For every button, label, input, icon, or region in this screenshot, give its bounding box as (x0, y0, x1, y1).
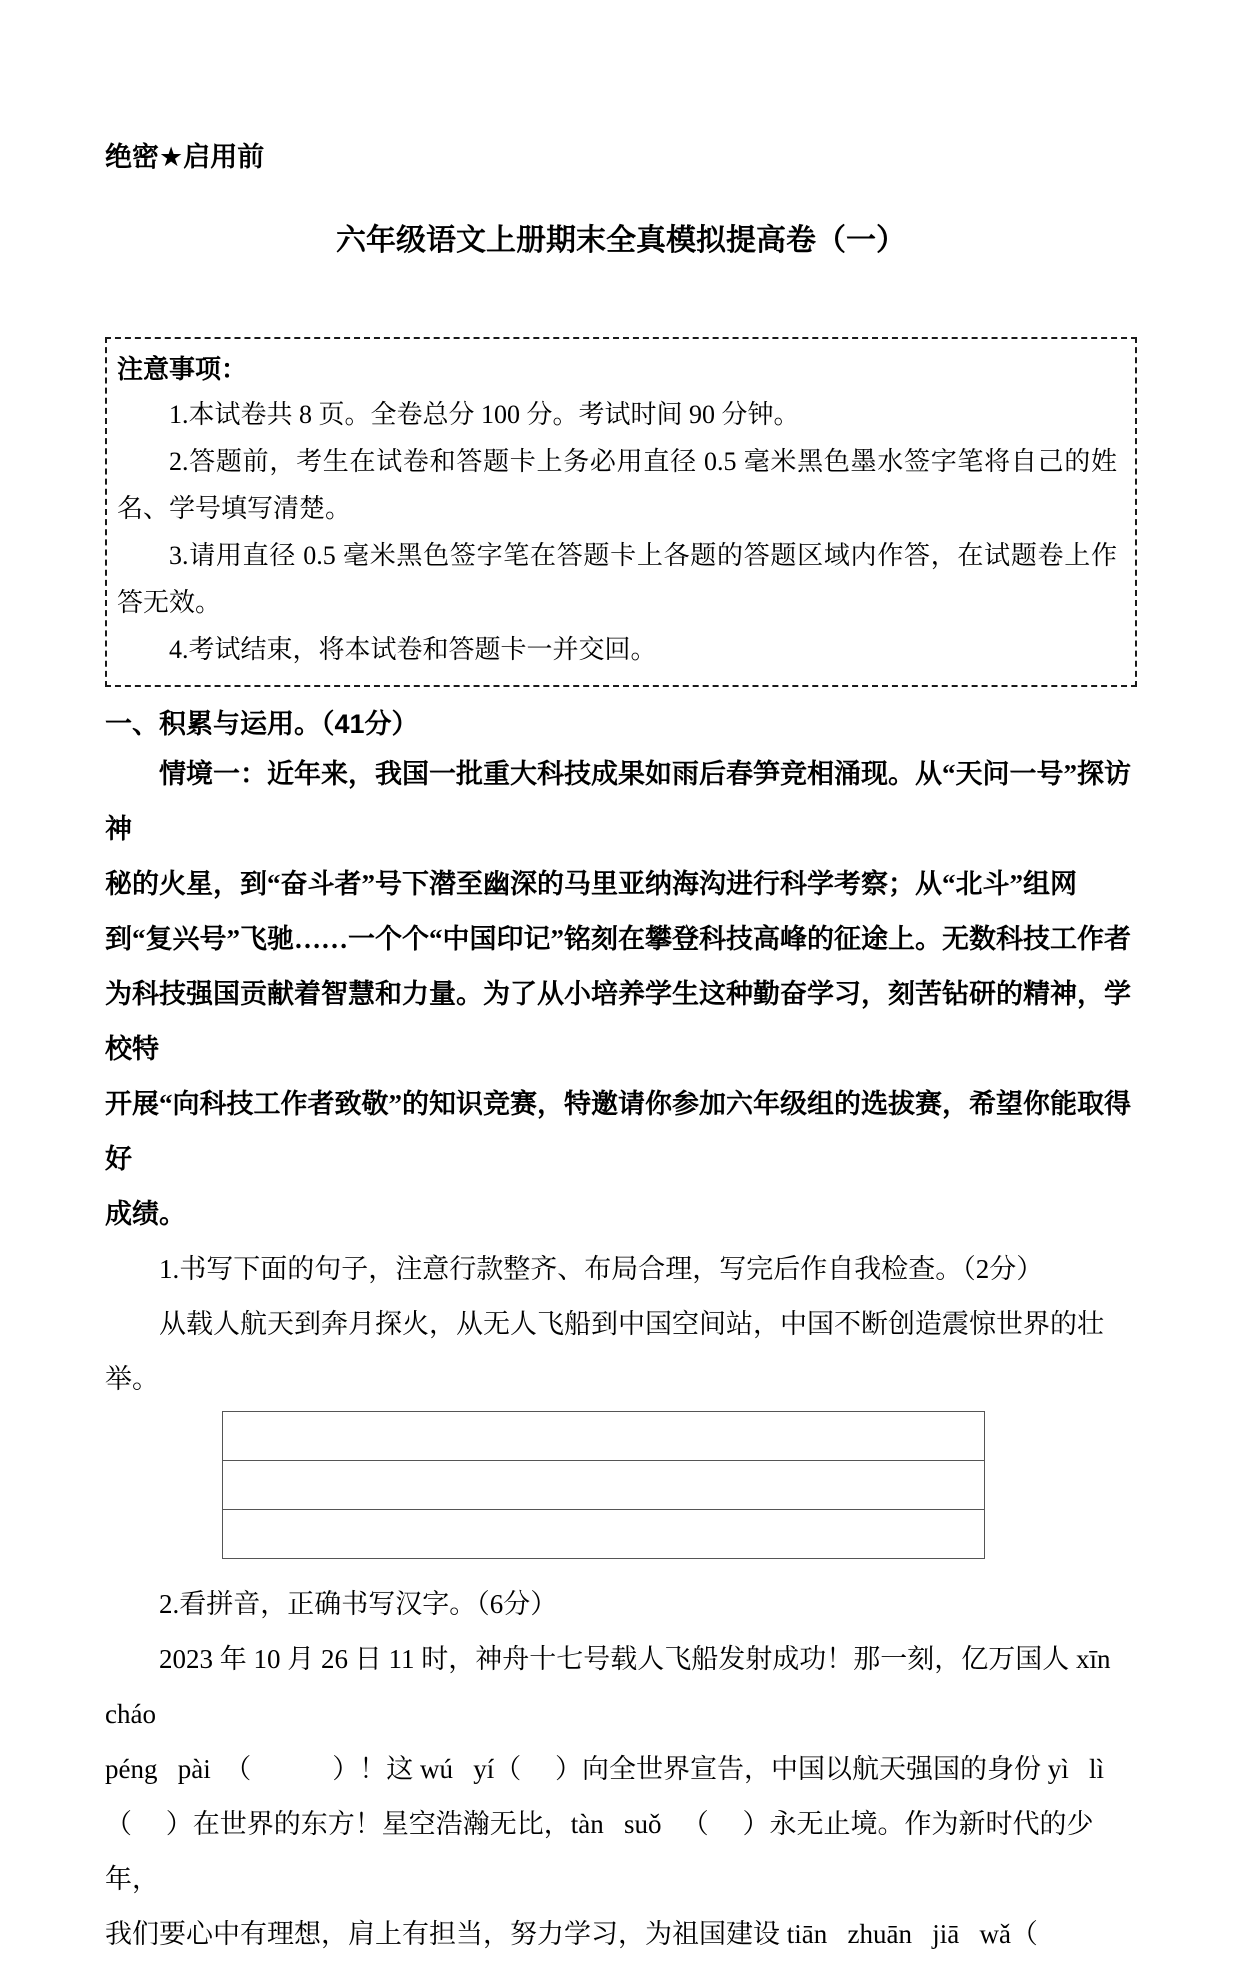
writing-row-1[interactable] (223, 1412, 985, 1461)
q2-prompt: 2.看拼音，正确书写汉字。（6分） (159, 1589, 558, 1619)
scenario-line-4: 为科技强国贡献着智慧和力量。为了从小培养学生这种勤奋学习，刻苦钻研的精神，学校特 (105, 979, 1131, 1064)
notice-heading: 注意事项： (117, 354, 248, 384)
scenario-line-2: 秘的火星，到“奋斗者”号下潜至幽深的马里亚纳海沟进行科学考察；从“北斗”组网 (105, 869, 1077, 899)
page-title: 六年级语文上册期末全真模拟提高卷（一） (336, 224, 906, 257)
scenario-paragraph (105, 747, 1137, 1242)
notice-box (105, 337, 1137, 687)
q2-line-1: 2023 年 10 月 26 日 11 时，神舟十七号载人飞船发射成功！那一刻，亿万国人 xīn cháo (105, 1644, 1131, 1729)
section-one-heading: 一、积累与运用。（41分） (105, 709, 419, 739)
q1-sentence: 从载人航天到奔月探火，从无人飞船到中国空间站，中国不断创造震惊世界的壮举。 (105, 1309, 1104, 1394)
classification-label: 绝密★启用前 (105, 142, 265, 172)
notice-item-4: 4.考试结束，将本试卷和答题卡一并交回。 (169, 635, 657, 664)
notice-item-2: 2.答题前，考生在试卷和答题卡上务必用直径 0.5 毫米黑色墨水签字笔将自己的姓名、学号填写清楚。 (117, 447, 1117, 523)
scenario-line-6: 成绩。 (105, 1199, 186, 1229)
scenario-line-1: 情境一：近年来，我国一批重大科技成果如雨后春笋竞相涌现。从“天问一号”探访神 (105, 759, 1131, 844)
q2-line-3: （ ）在世界的东方！星空浩瀚无比，tàn suǒ （ ）永无止境。作为新时代的少年， (105, 1809, 1094, 1894)
q2-line-4: 我们要心中有理想，肩上有担当，努力学习，为祖国建设 tiān zhuān jiā wǎ（ (105, 1919, 1038, 1949)
writing-row-3[interactable] (223, 1510, 985, 1559)
q1-writing-grid (222, 1411, 985, 1559)
notice-item-3: 3.请用直径 0.5 毫米黑色签字笔在答题卡上各题的答题区域内作答，在试题卷上作答无效。 (117, 541, 1117, 617)
scenario-line-5: 开展“向科技工作者致敬”的知识竞赛，特邀请你参加六年级组的选拔赛，希望你能取得好 (105, 1089, 1131, 1174)
q1-prompt: 1.书写下面的句子，注意行款整齐、布局合理，写完后作自我检查。（2分） (159, 1254, 1044, 1284)
writing-row-2[interactable] (223, 1461, 985, 1510)
q2-line-2: péng pài （ ）！这 wú yí（ ）向全世界宣告，中国以航天强国的身份 yì lì (105, 1754, 1104, 1784)
scenario-line-3: 到“复兴号”飞驰……一个个“中国印记”铭刻在攀登科技高峰的征途上。无数科技工作者 (105, 924, 1131, 954)
notice-item-1: 1.本试卷共 8 页。全卷总分 100 分。考试时间 90 分钟。 (169, 400, 800, 429)
question-2 (105, 1577, 1137, 1962)
